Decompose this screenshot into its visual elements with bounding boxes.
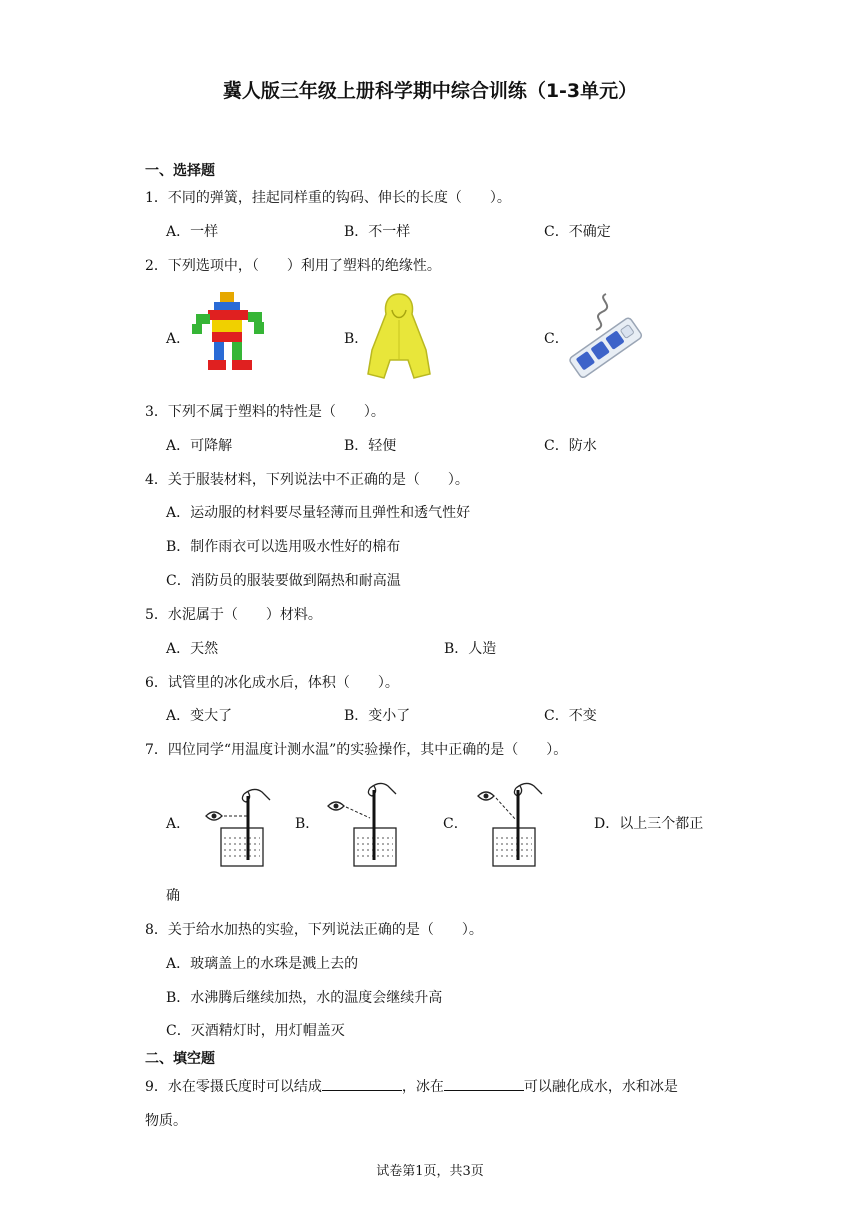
question-6-option-a: A．变大了 xyxy=(166,708,233,724)
section-heading-fill: 二、填空题 xyxy=(145,1051,215,1067)
question-9-part-1: 9．水在零摄氏度时可以结成 xyxy=(145,1079,322,1095)
question-1-option-c: C．不确定 xyxy=(544,224,611,240)
raincoat-icon xyxy=(364,290,434,382)
question-7-option-b: B． xyxy=(295,816,320,832)
page-footer: 试卷第1页，共3页 xyxy=(376,1164,484,1179)
section-heading-choice: 一、选择题 xyxy=(145,163,215,179)
question-7-option-a: A． xyxy=(166,816,191,832)
question-2-option-c: C． xyxy=(544,331,569,347)
answer-blank-1[interactable] xyxy=(322,1076,402,1091)
page-title: 冀人版三年级上册科学期中综合训练（1-3单元） xyxy=(222,80,638,102)
question-6-stem: 6．试管里的冰化成水后，体积（ ）。 xyxy=(145,675,399,691)
question-7-option-d-continued: 确 xyxy=(166,888,180,904)
question-5-option-b: B．人造 xyxy=(444,641,497,657)
question-9-part-3: 可以融化成水，水和冰是 xyxy=(523,1079,678,1095)
question-3-option-a: A．可降解 xyxy=(166,438,233,454)
question-4-option-a: A．运动服的材料要尽量轻薄而且弹性和透气性好 xyxy=(166,505,471,521)
question-7-option-c: C． xyxy=(443,816,468,832)
question-9-stem xyxy=(145,1076,678,1096)
question-8-option-c: C．灭酒精灯时，用灯帽盖灭 xyxy=(166,1023,345,1039)
question-7-stem: 7．四位同学“用温度计测水温”的实验操作，其中正确的是（ ）。 xyxy=(145,742,568,758)
toy-robot-icon xyxy=(192,290,268,380)
question-2-option-a: A． xyxy=(166,331,191,347)
question-6-option-b: B．变小了 xyxy=(344,708,411,724)
question-7-option-d: D．以上三个都正 xyxy=(594,816,704,832)
question-4-stem: 4．关于服装材料，下列说法中不正确的是（ ）。 xyxy=(145,472,469,488)
question-9-stem-continued: 物质。 xyxy=(145,1113,187,1129)
question-2-option-b: B． xyxy=(344,331,369,347)
question-1-stem: 1．不同的弹簧，挂起同样重的钩码、伸长的长度（ ）。 xyxy=(145,190,511,206)
question-5-stem: 5．水泥属于（ ）材料。 xyxy=(145,607,322,623)
question-3-option-b: B．轻便 xyxy=(344,438,397,454)
question-6-option-c: C．不变 xyxy=(544,708,597,724)
question-4-option-c: C．消防员的服装要做到隔热和耐高温 xyxy=(166,573,401,589)
question-1-option-b: B．不一样 xyxy=(344,224,411,240)
question-8-option-b: B．水沸腾后继续加热，水的温度会继续升高 xyxy=(166,990,443,1006)
thermometer-beaker-b-icon xyxy=(322,776,398,868)
question-9-part-2: ，冰在 xyxy=(401,1079,444,1095)
thermometer-beaker-a-icon xyxy=(200,776,276,868)
question-3-stem: 3．下列不属于塑料的特性是（ ）。 xyxy=(145,404,385,420)
power-strip-icon xyxy=(566,290,646,384)
question-3-option-c: C．防水 xyxy=(544,438,597,454)
question-4-option-b: B．制作雨衣可以选用吸水性好的棉布 xyxy=(166,539,401,555)
question-8-option-a: A．玻璃盖上的水珠是溅上去的 xyxy=(166,956,359,972)
thermometer-beaker-c-icon xyxy=(472,776,548,868)
question-8-stem: 8．关于给水加热的实验，下列说法正确的是（ ）。 xyxy=(145,922,483,938)
question-5-option-a: A．天然 xyxy=(166,641,219,657)
answer-blank-2[interactable] xyxy=(444,1076,524,1091)
question-2-stem: 2．下列选项中，（ ）利用了塑料的绝缘性。 xyxy=(145,258,441,274)
question-1-option-a: A．一样 xyxy=(166,224,219,240)
